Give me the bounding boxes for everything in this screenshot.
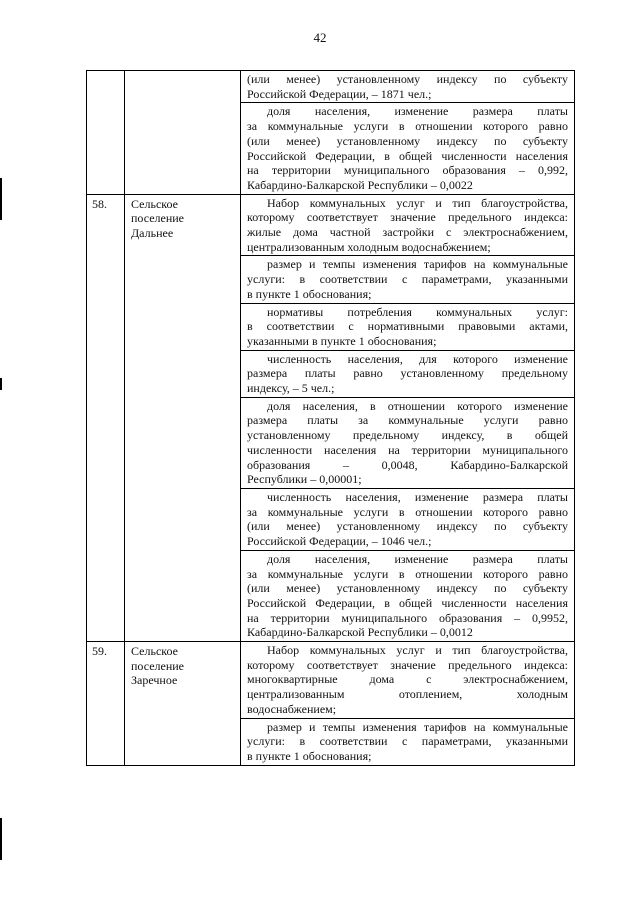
indicator-paragraph	[241, 71, 574, 102]
text-line: которому соответствует значение предельного индекса:	[247, 210, 568, 225]
text-line: нормативы потребления коммунальных услуг:	[267, 304, 568, 319]
text-line: (или менее) установленному индексу по субъекту	[247, 519, 568, 534]
text-line: на территории муниципального образования – 0,9952,	[247, 610, 568, 625]
text-line: за коммунальные услуги в отношении которого равно	[247, 119, 568, 134]
text-line: услуги: в соответствии с параметрами, указанными	[247, 272, 568, 287]
text-line: численность населения, для которого изменение	[267, 351, 568, 366]
settlement-name-line: поселение	[131, 211, 185, 226]
text-line: Российской Федерации, в общей численности населения	[247, 595, 568, 610]
text-line: (или менее) установленному индексу по субъекту	[247, 72, 568, 86]
text-line: многоквартирные дома с электроснабжением,	[247, 672, 568, 687]
indicator-paragraph	[241, 255, 574, 302]
table-row	[87, 194, 575, 641]
text-line: Набор коммунальных услуг и тип благоустройства,	[267, 643, 568, 658]
text-line: размер и темпы изменения тарифов на коммунальные	[267, 719, 568, 734]
indicator-description	[241, 194, 575, 641]
text-line: (или менее) установленному индексу по субъекту	[247, 133, 568, 148]
settlement-name-line: Дальнее	[131, 226, 174, 241]
settlement-name	[125, 194, 241, 641]
text-line: Российской Федерации, в общей численности населения	[247, 148, 568, 163]
text-line: индексу, – 5 чел.;	[247, 381, 335, 396]
text-line: Российской Федерации, – 1871 чел.;	[247, 86, 432, 101]
text-line: в пункте 1 обоснования;	[247, 748, 372, 763]
text-line: на территории муниципального образования – 0,992,	[247, 163, 568, 178]
indicator-paragraph	[241, 550, 574, 641]
row-number: 59.	[87, 642, 125, 766]
row-number	[87, 71, 125, 195]
text-line: доля населения, изменение размера платы	[267, 551, 568, 566]
indicator-description	[241, 71, 575, 195]
settlement-name-line: поселение	[131, 658, 185, 673]
scan-mark	[0, 178, 2, 220]
indicator-paragraph	[241, 195, 574, 256]
table-row	[87, 642, 575, 766]
text-line: Набор коммунальных услуг и тип благоустройства,	[267, 195, 568, 210]
text-line: централизованным холодным водоснабжением;	[247, 239, 491, 254]
text-line: которому соответствует значение предельного индекса:	[247, 657, 568, 672]
scan-mark	[0, 818, 2, 860]
indicator-paragraph	[241, 303, 574, 350]
text-line: размера платы равно установленному предельному	[247, 366, 568, 381]
text-line: численности населения на территории муниципального	[247, 442, 568, 457]
indicator-description	[241, 642, 575, 766]
text-line: размер и темпы изменения тарифов на коммунальные	[267, 257, 568, 272]
text-line: (или менее) установленному индексу по субъекту	[247, 581, 568, 596]
indicator-paragraph	[241, 488, 574, 550]
settlement-name-line: Заречное	[131, 673, 178, 688]
text-line: за коммунальные услуги в отношении которого равно	[247, 504, 568, 519]
text-line: услуги: в соответствии с параметрами, указанными	[247, 734, 568, 749]
text-line: водоснабжением;	[247, 701, 337, 716]
text-line: образования – 0,0048, Кабардино-Балкарской	[247, 457, 568, 472]
text-line: численность населения, изменение размера платы	[267, 489, 568, 504]
text-line: Кабардино-Балкарской Республики – 0,0012	[247, 625, 473, 640]
settlement-name-line: Сельское	[131, 644, 178, 659]
text-line: Кабардино-Балкарской Республики – 0,0022	[247, 177, 473, 192]
text-line: жилые дома частной застройки с электроснабжением,	[247, 225, 568, 240]
indicator-paragraph	[241, 102, 574, 193]
row-number: 58.	[87, 194, 125, 641]
indicator-paragraph	[241, 397, 574, 488]
scan-mark	[0, 378, 2, 390]
text-line: Республики – 0,00001;	[247, 472, 362, 487]
text-line: доля населения, изменение размера платы	[267, 104, 568, 119]
text-line: указанными в пункте 1 обоснования;	[247, 333, 437, 348]
settlement-name	[125, 71, 241, 195]
text-line: Российской Федерации, – 1046 чел.;	[247, 534, 432, 549]
page-number: 42	[313, 30, 327, 45]
text-line: в соответствии с нормативными правовыми актами,	[247, 319, 568, 334]
text-line: централизованным отоплением, холодным	[247, 687, 568, 702]
indicator-paragraph	[241, 350, 574, 397]
settlement-name-line: Сельское	[131, 196, 178, 211]
indicator-paragraph	[241, 718, 574, 765]
tariff-table	[86, 70, 575, 766]
table-row	[87, 71, 575, 195]
text-line: размера платы за коммунальные услуги равно	[247, 413, 568, 428]
text-line: в пункте 1 обоснования;	[247, 286, 372, 301]
table-body	[87, 71, 575, 766]
text-line: за коммунальные услуги в отношении которого равно	[247, 566, 568, 581]
settlement-name	[125, 642, 241, 766]
text-line: установленному предельному индексу, в общей	[247, 428, 568, 443]
indicator-paragraph	[241, 642, 574, 718]
text-line: доля населения, в отношении которого изменение	[267, 398, 568, 413]
